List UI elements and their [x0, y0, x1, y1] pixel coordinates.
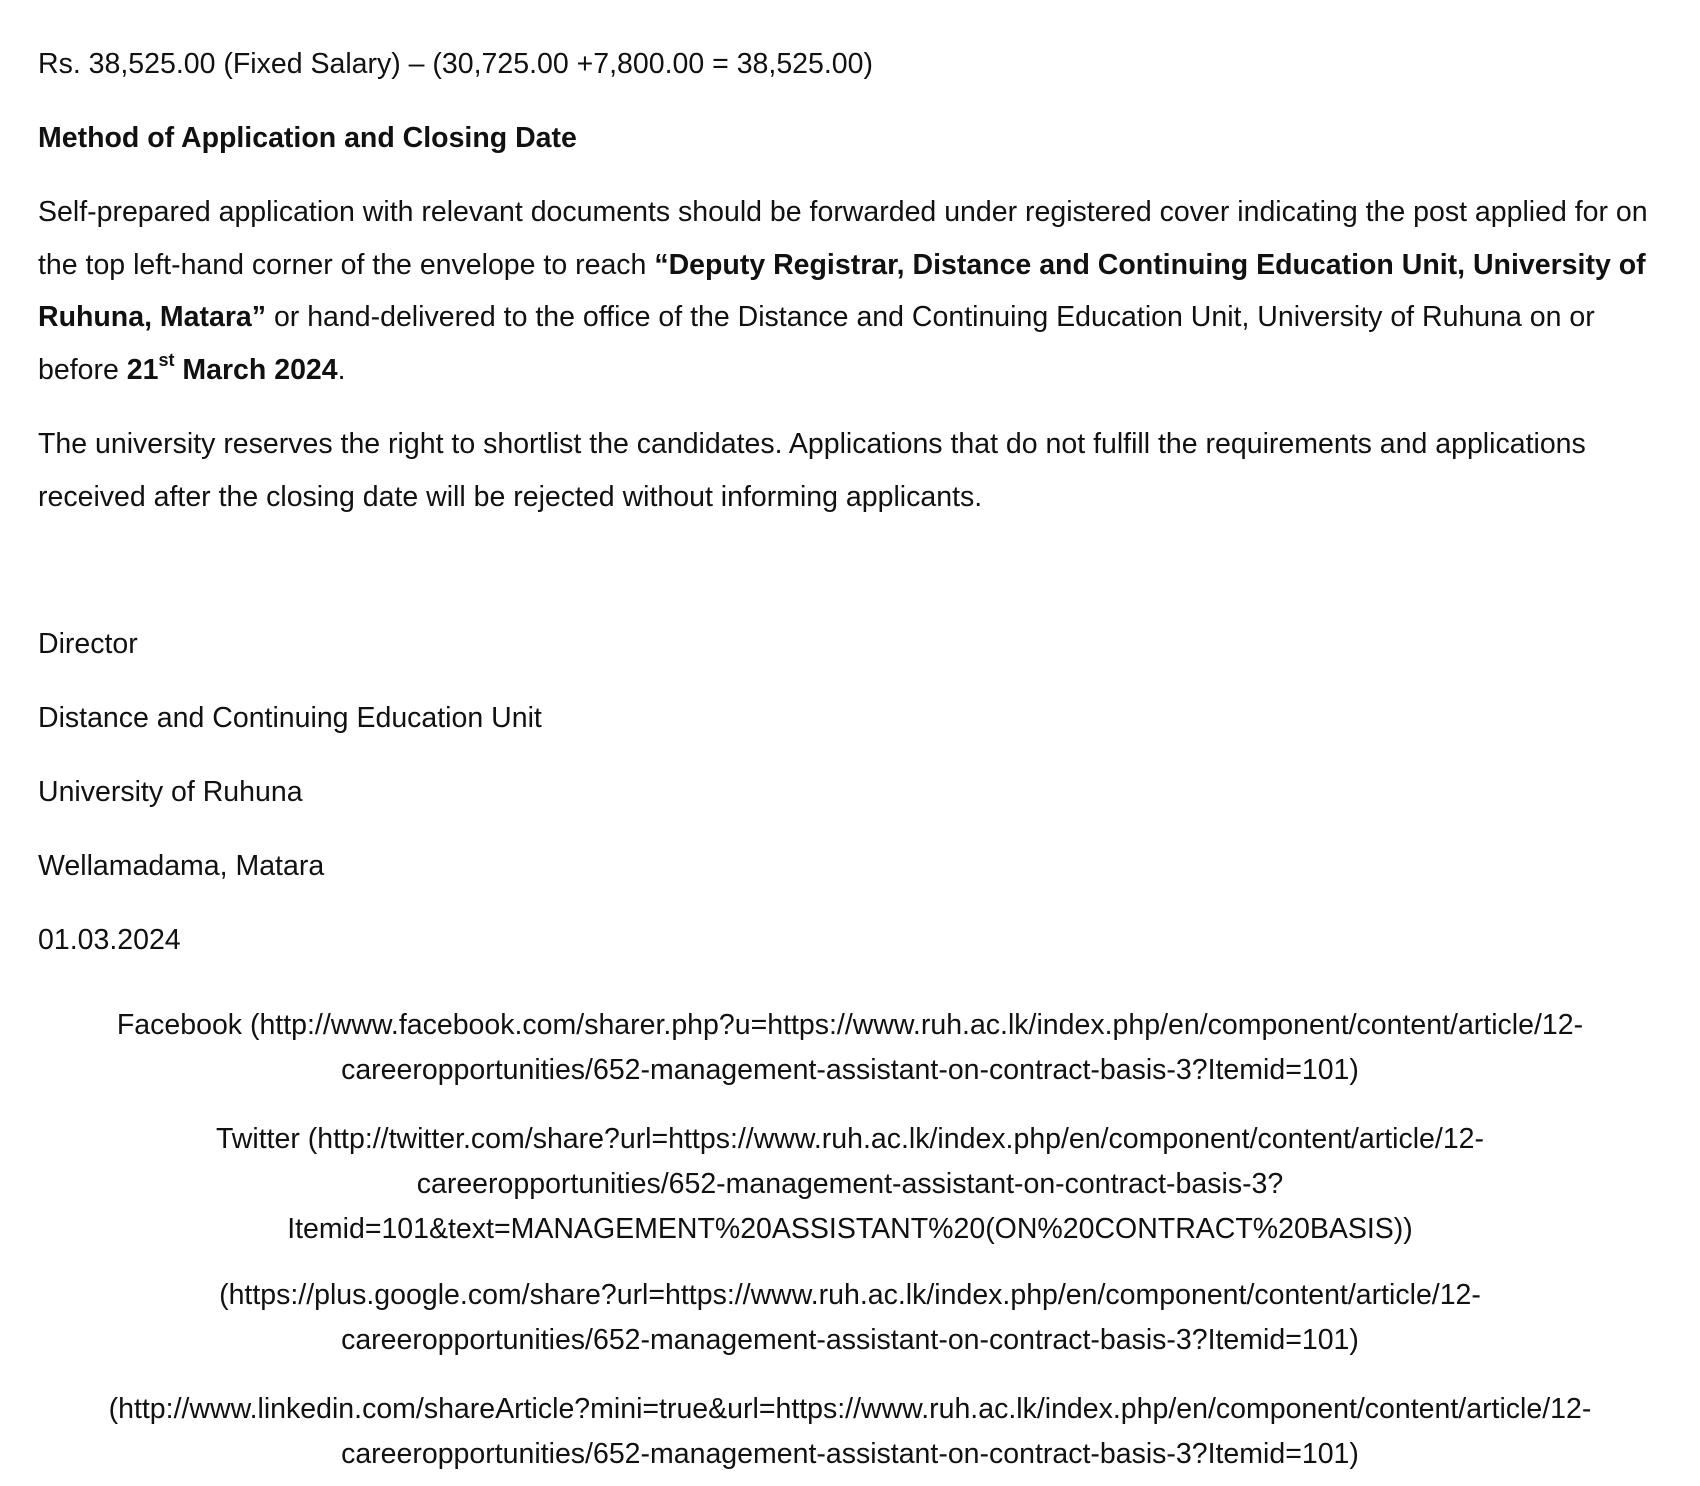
application-text-1: Self-prepared application with relevant documents should be forwarded under registered cover indicating the post applied for on the top left-hand corner of the envelope to reach — [38, 196, 1648, 281]
facebook-share-line-2: careeropportunities/652-management-assistant-on-contract-basis-3?Itemid=101) — [341, 1054, 1359, 1086]
linkedin-share-link[interactable] — [40, 1387, 1660, 1477]
application-address: “Deputy Registrar, Distance and Continuing Education Unit, University of Ruhuna, Matara” — [38, 248, 1646, 333]
facebook-share-link[interactable] — [40, 1003, 1660, 1093]
closing-date-suffix: st — [158, 350, 175, 370]
google-share-link[interactable] — [40, 1273, 1660, 1363]
application-text-3: . — [337, 353, 346, 386]
google-share-line-2: careeropportunities/652-management-assistant-on-contract-basis-3?Itemid=101) — [341, 1324, 1359, 1356]
signature-unit: Distance and Continuing Education Unit — [38, 702, 542, 734]
signature-university: University of Ruhuna — [38, 776, 303, 808]
closing-date-day: 21 — [126, 353, 159, 386]
linkedin-share-line-1: (http://www.linkedin.com/shareArticle?mini=true&url=https://www.ruh.ac.lk/index.php/en/component/content/article/12- — [108, 1393, 1592, 1425]
method-heading: Method of Application and Closing Date — [38, 122, 577, 154]
signature-title: Director — [38, 628, 138, 660]
signature-date: 01.03.2024 — [38, 924, 181, 956]
twitter-share-line-3: Itemid=101&text=MANAGEMENT%20ASSISTANT%20(ON%20CONTRACT%20BASIS)) — [287, 1213, 1413, 1245]
linkedin-share-line-2: careeropportunities/652-management-assistant-on-contract-basis-3?Itemid=101) — [341, 1438, 1359, 1470]
signature-location: Wellamadama, Matara — [38, 850, 325, 882]
google-share-line-1: (https://plus.google.com/share?url=https://www.ruh.ac.lk/index.php/en/component/content/article/12- — [219, 1279, 1481, 1311]
application-text-2: or hand-delivered to the office of the Distance and Continuing Education Unit, University of Ruhuna on or before — [38, 301, 1595, 386]
twitter-share-link[interactable] — [40, 1117, 1660, 1252]
application-paragraph — [38, 186, 1668, 396]
reserve-paragraph: The university reserves the right to shortlist the candidates. Applications that do not fulfill the requirements and applications received after the closing date will be rejected without informing applicants. — [38, 428, 1586, 513]
salary-line: Rs. 38,525.00 (Fixed Salary) – (30,725.00 +7,800.00 = 38,525.00) — [38, 48, 873, 80]
twitter-share-line-2: careeropportunities/652-management-assistant-on-contract-basis-3? — [416, 1168, 1284, 1200]
closing-date — [126, 350, 338, 386]
facebook-share-line-1: Facebook (http://www.facebook.com/sharer.php?u=https://www.ruh.ac.lk/index.php/en/component/content/article/12- — [116, 1009, 1584, 1041]
closing-date-rest: March 2024 — [174, 353, 338, 386]
twitter-share-line-1: Twitter (http://twitter.com/share?url=https://www.ruh.ac.lk/index.php/en/component/content/article/12- — [215, 1123, 1485, 1155]
